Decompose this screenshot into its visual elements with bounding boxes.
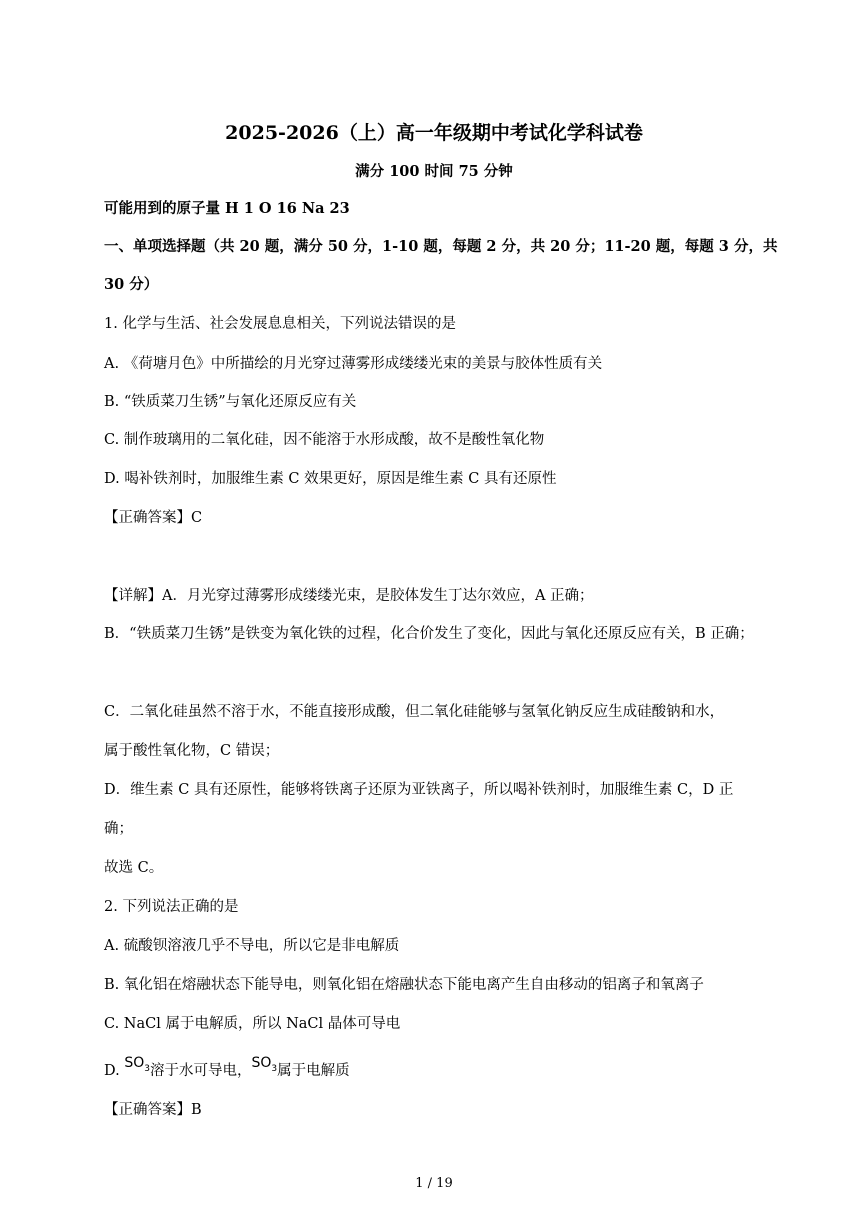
question-1-option-c: C. 制作玻璃用的二氧化硅，因不能溶于水形成酸，故不是酸性氧化物: [104, 432, 545, 448]
section-heading: 一、单项选择题（共 20 题，满分 50 分，1-10 题，每题 2 分，共 20 分；11-20 题，每题 3 分，共: [104, 238, 778, 255]
question-1-detail: 确；: [104, 821, 133, 837]
question-1-stem: 1. 化学与生活、社会发展息息相关，下列说法错误的是: [104, 316, 456, 332]
exam-info: 满分 100 时间 75 分钟: [355, 163, 513, 180]
section-heading-cont: 30 分）: [104, 276, 159, 293]
so3-formula: $SO_3$: [251, 1055, 278, 1074]
question-1-detail: C．二氧化硅虽然不溶于水，不能直接形成酸，但二氧化硅能够与氢氧化钠反应生成硅酸钠和水，: [104, 704, 725, 720]
atomic-mass-note: 可能用到的原子量 H 1 O 16 Na 23: [104, 200, 350, 217]
question-1-detail: D．维生素 C 具有还原性，能够将铁离子还原为亚铁离子，所以喝补铁剂时，加服维生素 C，D 正: [104, 782, 734, 798]
option-d-end: 属于电解质: [277, 1063, 350, 1079]
page-title: 2025-2026（上）高一年级期中考试化学科试卷: [225, 122, 643, 144]
question-2-answer: 【正确答案】B: [104, 1102, 202, 1118]
question-1-detail: B．“铁质菜刀生锈”是铁变为氧化铁的过程，化合价发生了变化，因此与氧化还原反应有关，B 正确；: [104, 626, 754, 642]
question-1-option-d: D. 喝补铁剂时，加服维生素 C 效果更好，原因是维生素 C 具有还原性: [104, 471, 557, 487]
question-2-option-a: A. 硫酸钡溶液几乎不导电，所以它是非电解质: [104, 938, 400, 954]
question-1-answer: 【正确答案】C: [104, 510, 203, 526]
question-2-option-b: B. 氧化铝在熔融状态下能导电，则氧化铝在熔融状态下能电离产生自由移动的铝离子和氧离子: [104, 977, 704, 993]
question-1-detail: 属于酸性氧化物，C 错误；: [104, 743, 280, 759]
question-2-option-d: [104, 1055, 350, 1086]
question-2-stem: 2. 下列说法正确的是: [104, 899, 239, 915]
question-1-detail: 【详解】A．月光穿过薄雾形成缕缕光束，是胶体发生丁达尔效应，A 正确；: [104, 588, 594, 604]
so3-formula: $SO_3$: [124, 1055, 150, 1074]
question-1-option-a: A. 《荷塘月色》中所描绘的月光穿过薄雾形成缕缕光束的美景与胶体性质有关: [104, 356, 603, 372]
question-2-option-c: C. NaCl 属于电解质，所以 NaCl 晶体可导电: [104, 1016, 401, 1032]
option-d-mid: 溶于水可导电，: [149, 1063, 252, 1079]
question-1-conclusion: 故选 C。: [104, 860, 164, 876]
page-number: 1 / 19: [415, 1176, 453, 1191]
option-d-prefix: D.: [104, 1063, 125, 1079]
question-1-option-b: B. “铁质菜刀生锈”与氧化还原反应有关: [104, 394, 357, 410]
